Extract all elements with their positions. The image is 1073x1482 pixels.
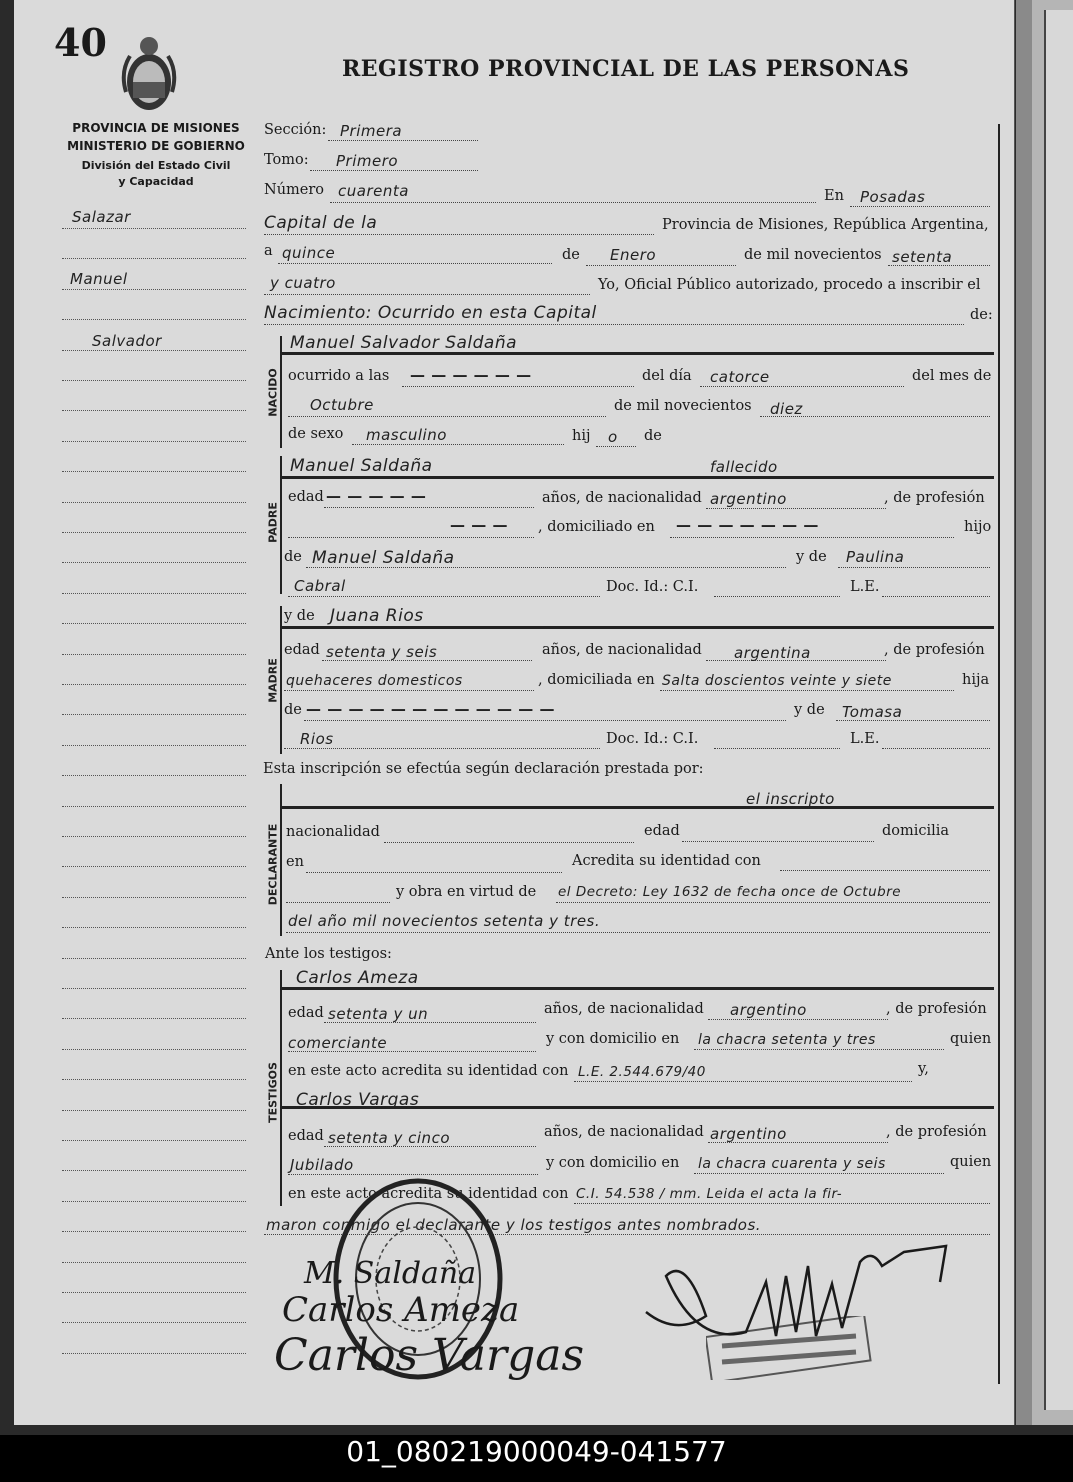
value-t1-edad: setenta y un — [328, 1005, 429, 1023]
label-decl-domicilia: domicilia — [882, 823, 950, 839]
line-anio2 — [264, 294, 590, 295]
label-acredita: Acredita su identidad con — [572, 853, 761, 869]
side-label-nacido: NACIDO — [266, 368, 280, 417]
margin-rule — [62, 380, 246, 381]
line-madre-le — [882, 748, 990, 749]
label-t2-nac: años, de nacionalidad — [544, 1124, 704, 1140]
value-anio2: y cuatro — [270, 274, 336, 292]
padre-nombre: Manuel Saldaña — [290, 456, 433, 476]
label-hija: hija — [962, 672, 990, 688]
value-t1-doc: L.E. 2.544.679/40 — [578, 1064, 706, 1080]
value-mes: Enero — [610, 246, 657, 264]
label-del-dia: del día — [642, 368, 692, 384]
margin-rule — [62, 502, 246, 503]
line-abuela — [838, 567, 990, 568]
line-madre-madre2 — [284, 748, 600, 749]
label-mil-novecientos-2: de mil novecientos — [614, 398, 752, 414]
margin-rule — [62, 410, 246, 411]
label-de-mil-novecientos: de mil novecientos — [744, 247, 882, 263]
value-dia-nac: catorce — [710, 368, 770, 386]
side-label-declarante: DECLARANTE — [266, 823, 280, 906]
label-decl-en: en — [286, 854, 304, 870]
value-padre-dom: — — — — — — — — [676, 516, 819, 534]
label-madre-de: de — [284, 702, 302, 718]
label-domiciliada: , domiciliada en — [538, 672, 655, 688]
line-decreto2 — [286, 932, 990, 933]
page-number: 40 — [54, 20, 107, 65]
label-decl-nac: nacionalidad — [286, 824, 380, 840]
label-t1-domicilio: y con domicilio en — [546, 1031, 680, 1047]
label-t1-quien: quien — [950, 1031, 992, 1047]
label-domiciliado: , domiciliado en — [538, 519, 655, 535]
label-madre-y-de: y de — [284, 608, 315, 624]
side-label-testigos: TESTIGOS — [266, 1062, 280, 1123]
signature-saldana: M. Saldaña — [304, 1256, 477, 1291]
value-madre-madre: Tomasa — [842, 703, 903, 721]
office-line-3: División del Estado Civil — [81, 159, 231, 172]
value-abuela2: Cabral — [294, 577, 346, 595]
value-t1-nac: argentino — [730, 1001, 807, 1019]
line-tomo — [310, 170, 478, 171]
value-t2-edad: setenta y cinco — [328, 1129, 450, 1147]
value-decreto1: el Decreto: Ley 1632 de fecha once de Octubre — [558, 884, 902, 900]
margin-rule — [62, 623, 246, 624]
margin-rule — [62, 1201, 246, 1202]
label-madre-le: L.E. — [850, 731, 880, 747]
madre-rule — [282, 626, 994, 629]
value-sexo: masculino — [366, 426, 447, 444]
office-line-4: y Capacidad — [118, 175, 194, 188]
line-capital — [264, 234, 654, 235]
line-obra-pre — [286, 902, 390, 903]
label-provincia: Provincia de Misiones, República Argentina, — [662, 217, 989, 233]
line-hora — [402, 386, 634, 387]
right-frame-line — [998, 124, 1000, 1384]
margin-rule — [62, 1079, 246, 1080]
line-decl-nac — [384, 842, 634, 843]
margin-rule — [62, 441, 246, 442]
line-mes-nac — [288, 416, 606, 417]
padre-estado: fallecido — [710, 458, 778, 476]
registrar-signature-icon — [636, 1236, 966, 1356]
line-madre-prof — [284, 690, 534, 691]
line-sexo — [352, 444, 564, 445]
signature-ameza: Carlos Ameza — [282, 1290, 520, 1330]
line-t2-doc — [574, 1203, 990, 1204]
margin-rule — [62, 1018, 246, 1019]
label-madre-edad: edad — [284, 642, 320, 658]
label-t2-acredita: en este acto acredita su identidad con — [288, 1186, 569, 1202]
value-anio-nac: diez — [770, 400, 803, 418]
page-title: REGISTRO PROVINCIAL DE LAS PERSONAS — [342, 56, 910, 82]
label-padre-edad: edad — [288, 489, 324, 505]
value-tipo: Nacimiento: Ocurrido en esta Capital — [264, 303, 597, 323]
label-del-mes: del mes de — [912, 368, 992, 384]
value-hij: o — [608, 428, 618, 446]
margin-rule — [62, 289, 246, 290]
side-label-padre: PADRE — [266, 502, 280, 543]
label-padre-doc: Doc. Id.: C.I. — [606, 579, 699, 595]
margin-rule — [62, 1322, 246, 1323]
label-numero: Número — [264, 182, 325, 198]
label-madre-nac: años, de nacionalidad — [542, 642, 702, 658]
label-y-obra: y obra en virtud de — [396, 884, 537, 900]
value-t2-nac: argentino — [710, 1125, 787, 1143]
label-de-padres: de — [644, 428, 662, 444]
margin-rule — [62, 562, 246, 563]
margin-rule — [62, 1110, 246, 1111]
value-abuelo: Manuel Saldaña — [312, 548, 455, 568]
testigo2-nombre: Carlos Vargas — [296, 1090, 420, 1110]
value-seccion: Primera — [340, 122, 403, 140]
label-t2-prof: , de profesión — [886, 1124, 987, 1140]
margin-rule — [62, 714, 246, 715]
madre-nombre: Juana Rios — [330, 606, 424, 626]
margin-rule — [62, 319, 246, 320]
value-anio: setenta — [892, 248, 953, 266]
value-madre-prof: quehaceres domesticos — [286, 673, 463, 689]
testigos-frame — [280, 970, 282, 1206]
value-padre-prof: — — — — [450, 516, 508, 534]
margin-rule — [62, 258, 246, 259]
line-acredita — [780, 870, 990, 871]
line-dia — [278, 263, 552, 264]
margin-note-name: Manuel — [70, 270, 128, 288]
label-madre-prof: , de profesión — [884, 642, 985, 658]
line-t1-doc — [574, 1081, 912, 1082]
value-padre-edad: — — — — — — [326, 487, 427, 505]
margin-rule — [62, 1262, 246, 1263]
value-dia: quince — [282, 244, 336, 262]
value-madre-nac: argentina — [734, 644, 811, 662]
value-declarante: el inscripto — [746, 790, 835, 808]
label-t1-edad: edad — [288, 1005, 324, 1021]
margin-rule — [62, 1353, 246, 1354]
line-decl-en — [306, 872, 562, 873]
label-t1-prof: , de profesión — [886, 1001, 987, 1017]
margin-rule — [62, 593, 246, 594]
label-sexo: de sexo — [288, 426, 344, 442]
line-dia-nac — [700, 386, 904, 387]
declarante-rule — [282, 806, 994, 809]
label-padre-de: de — [284, 549, 302, 565]
margin-rule — [62, 866, 246, 867]
label-inscripcion: Esta inscripción se efectúa según declaración prestada por: — [263, 761, 704, 777]
label-hijo: hijo — [964, 519, 992, 535]
line-mes — [586, 265, 736, 266]
line-decreto1 — [556, 902, 990, 903]
office-line-1: PROVINCIA DE MISIONES — [72, 121, 240, 135]
label-y-de: y de — [796, 549, 827, 565]
margin-rule — [62, 836, 246, 837]
label-decl-edad: edad — [644, 823, 680, 839]
margin-rule — [62, 532, 246, 533]
label-a: a — [264, 243, 273, 259]
line-padre-edad — [324, 507, 534, 508]
label-seccion: Sección: — [264, 122, 327, 138]
margin-rule — [62, 350, 246, 351]
label-en: En — [824, 188, 844, 204]
label-ante-testigos: Ante los testigos: — [265, 946, 392, 962]
margin-rule — [62, 654, 246, 655]
value-capital: Capital de la — [264, 213, 378, 233]
line-numero — [330, 202, 816, 203]
book-binding — [1016, 0, 1032, 1425]
value-cierre: maron conmigo el declarante y los testigos antes nombrados. — [266, 1216, 762, 1234]
value-t1-prof: comerciante — [288, 1034, 388, 1052]
margin-rule — [62, 897, 246, 898]
line-en — [850, 206, 990, 207]
margin-rule — [62, 775, 246, 776]
signature-vargas: Carlos Vargas — [274, 1330, 585, 1381]
label-t1-nac: años, de nacionalidad — [544, 1001, 704, 1017]
coat-of-arms-icon — [120, 32, 178, 118]
label-t1-acredita: en este acto acredita su identidad con — [288, 1063, 569, 1079]
value-abuela: Paulina — [846, 548, 905, 566]
value-madre-edad: setenta y seis — [326, 643, 438, 661]
label-t2-domicilio: y con domicilio en — [546, 1155, 680, 1171]
margin-rule — [62, 745, 246, 746]
value-t2-dom: la chacra cuarenta y seis — [698, 1156, 886, 1172]
value-en: Posadas — [860, 188, 926, 206]
side-label-madre: MADRE — [266, 658, 280, 703]
margin-rule — [62, 927, 246, 928]
label-tomo: Tomo: — [264, 152, 309, 168]
line-t2-dom — [694, 1173, 944, 1174]
label-padre-le: L.E. — [850, 579, 880, 595]
margin-rule — [62, 471, 246, 472]
scan-id-footer: 01_080219000049-041577 — [0, 1435, 1073, 1482]
label-yo-oficial: Yo, Oficial Público autorizado, procedo a inscribir el — [598, 277, 981, 293]
label-t2-quien: quien — [950, 1154, 992, 1170]
line-tipo — [264, 324, 964, 325]
label-de: de — [562, 247, 580, 263]
value-madre-madre2: Rios — [300, 730, 334, 748]
margin-rule — [62, 806, 246, 807]
value-t2-doc: C.I. 54.538 / mm. Leida el acta la fir- — [576, 1186, 843, 1202]
margin-rule — [62, 1292, 246, 1293]
testigo1-nombre: Carlos Ameza — [296, 968, 419, 988]
value-t2-prof: Jubilado — [290, 1156, 354, 1174]
margin-rule — [62, 1170, 246, 1171]
line-abuela2 — [288, 596, 600, 597]
margin-note-second-name: Salvador — [92, 332, 162, 350]
line-madre-ci — [714, 748, 840, 749]
label-de-colon: de: — [970, 307, 993, 323]
line-padre-dom — [670, 537, 954, 538]
value-t1-dom: la chacra setenta y tres — [698, 1032, 876, 1048]
label-hij: hij — [572, 428, 591, 444]
value-numero: cuarenta — [338, 182, 409, 200]
line-madre-padre — [304, 720, 786, 721]
line-padre-nac — [706, 508, 886, 509]
line-padre-prof — [288, 537, 534, 538]
label-t1-y: y, — [918, 1061, 929, 1077]
label-madre-y-de-2: y de — [794, 702, 825, 718]
label-t2-edad: edad — [288, 1128, 324, 1144]
margin-rule — [62, 1140, 246, 1141]
margin-rule — [62, 1231, 246, 1232]
office-line-2: MINISTERIO DE GOBIERNO — [67, 139, 245, 153]
label-ocurrido: ocurrido a las — [288, 368, 390, 384]
line-madre-dom — [660, 690, 954, 691]
value-mes-nac: Octubre — [310, 396, 374, 414]
line-t1-dom — [694, 1049, 944, 1050]
margin-rule — [62, 1049, 246, 1050]
line-padre-le — [882, 596, 990, 597]
line-decl-edad — [682, 841, 874, 842]
margin-note-surname: Salazar — [72, 208, 131, 226]
nacido-nombre: Manuel Salvador Saldaña — [290, 333, 518, 353]
line-seccion — [328, 140, 478, 141]
margin-rule — [62, 228, 246, 229]
value-padre-nac: argentino — [710, 490, 787, 508]
value-madre-dom: Salta doscientos veinte y siete — [662, 673, 892, 689]
line-padre-ci — [714, 596, 840, 597]
value-tomo: Primero — [336, 152, 399, 170]
value-madre-padre: — — — — — — — — — — — — — [306, 700, 555, 718]
padre-rule — [282, 476, 994, 479]
line-hij — [596, 446, 636, 447]
margin-rule — [62, 988, 246, 989]
adjacent-page-sheet — [1044, 10, 1073, 1410]
margin-rule — [62, 684, 246, 685]
margin-rule — [62, 958, 246, 959]
line-t1-nac — [708, 1019, 888, 1020]
value-decreto2: del año mil novecientos setenta y tres. — [288, 912, 601, 930]
label-padre-prof: , de profesión — [884, 490, 985, 506]
label-padre-nac: años, de nacionalidad — [542, 490, 702, 506]
value-hora: — — — — — — — [410, 366, 532, 384]
label-madre-doc: Doc. Id.: C.I. — [606, 731, 699, 747]
